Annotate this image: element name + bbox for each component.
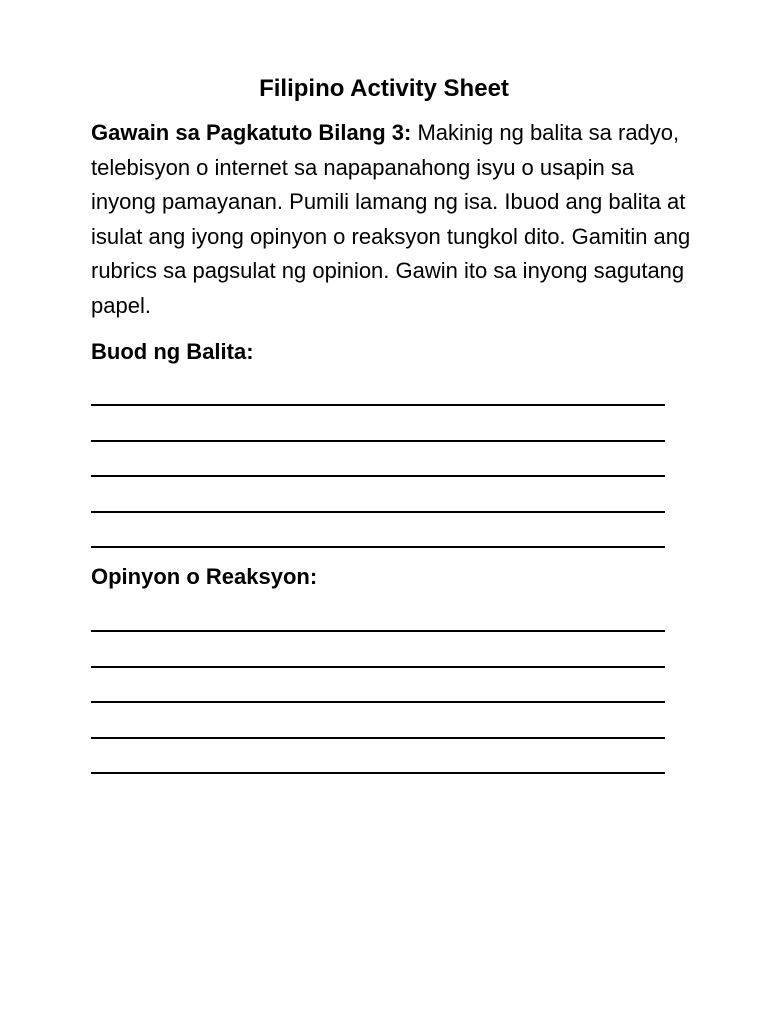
- writing-line: [91, 772, 665, 774]
- writing-line: [91, 701, 665, 703]
- writing-line: [91, 440, 665, 442]
- writing-line: [91, 511, 665, 513]
- writing-line: [91, 546, 665, 548]
- writing-line: [91, 475, 665, 477]
- activity-instructions-text: Makinig ng balita sa radyo, telebisyon o internet sa napapanahong isyu o usapin sa inyong pamayanan. Pumili lamang ng isa. Ibuod ang balita at isulat ang iyong opinyon o reaksyon tungkol dito. Gamitin ang rubrics sa pagsulat ng opinion. Gawin ito sa inyong sagutang papel.: [91, 120, 691, 318]
- activity-number-label: Gawain sa Pagkatuto Bilang 3:: [91, 120, 412, 145]
- page-title: Filipino Activity Sheet: [259, 75, 509, 102]
- activity-instructions: [91, 116, 691, 323]
- writing-line: [91, 630, 665, 632]
- opinion-reaction-writing-lines: [91, 630, 665, 808]
- writing-line: [91, 737, 665, 739]
- news-summary-writing-lines: [91, 404, 665, 582]
- writing-line: [91, 404, 665, 406]
- writing-line: [91, 666, 665, 668]
- news-summary-heading: Buod ng Balita:: [91, 339, 254, 364]
- opinion-reaction-heading: Opinyon o Reaksyon:: [91, 564, 318, 589]
